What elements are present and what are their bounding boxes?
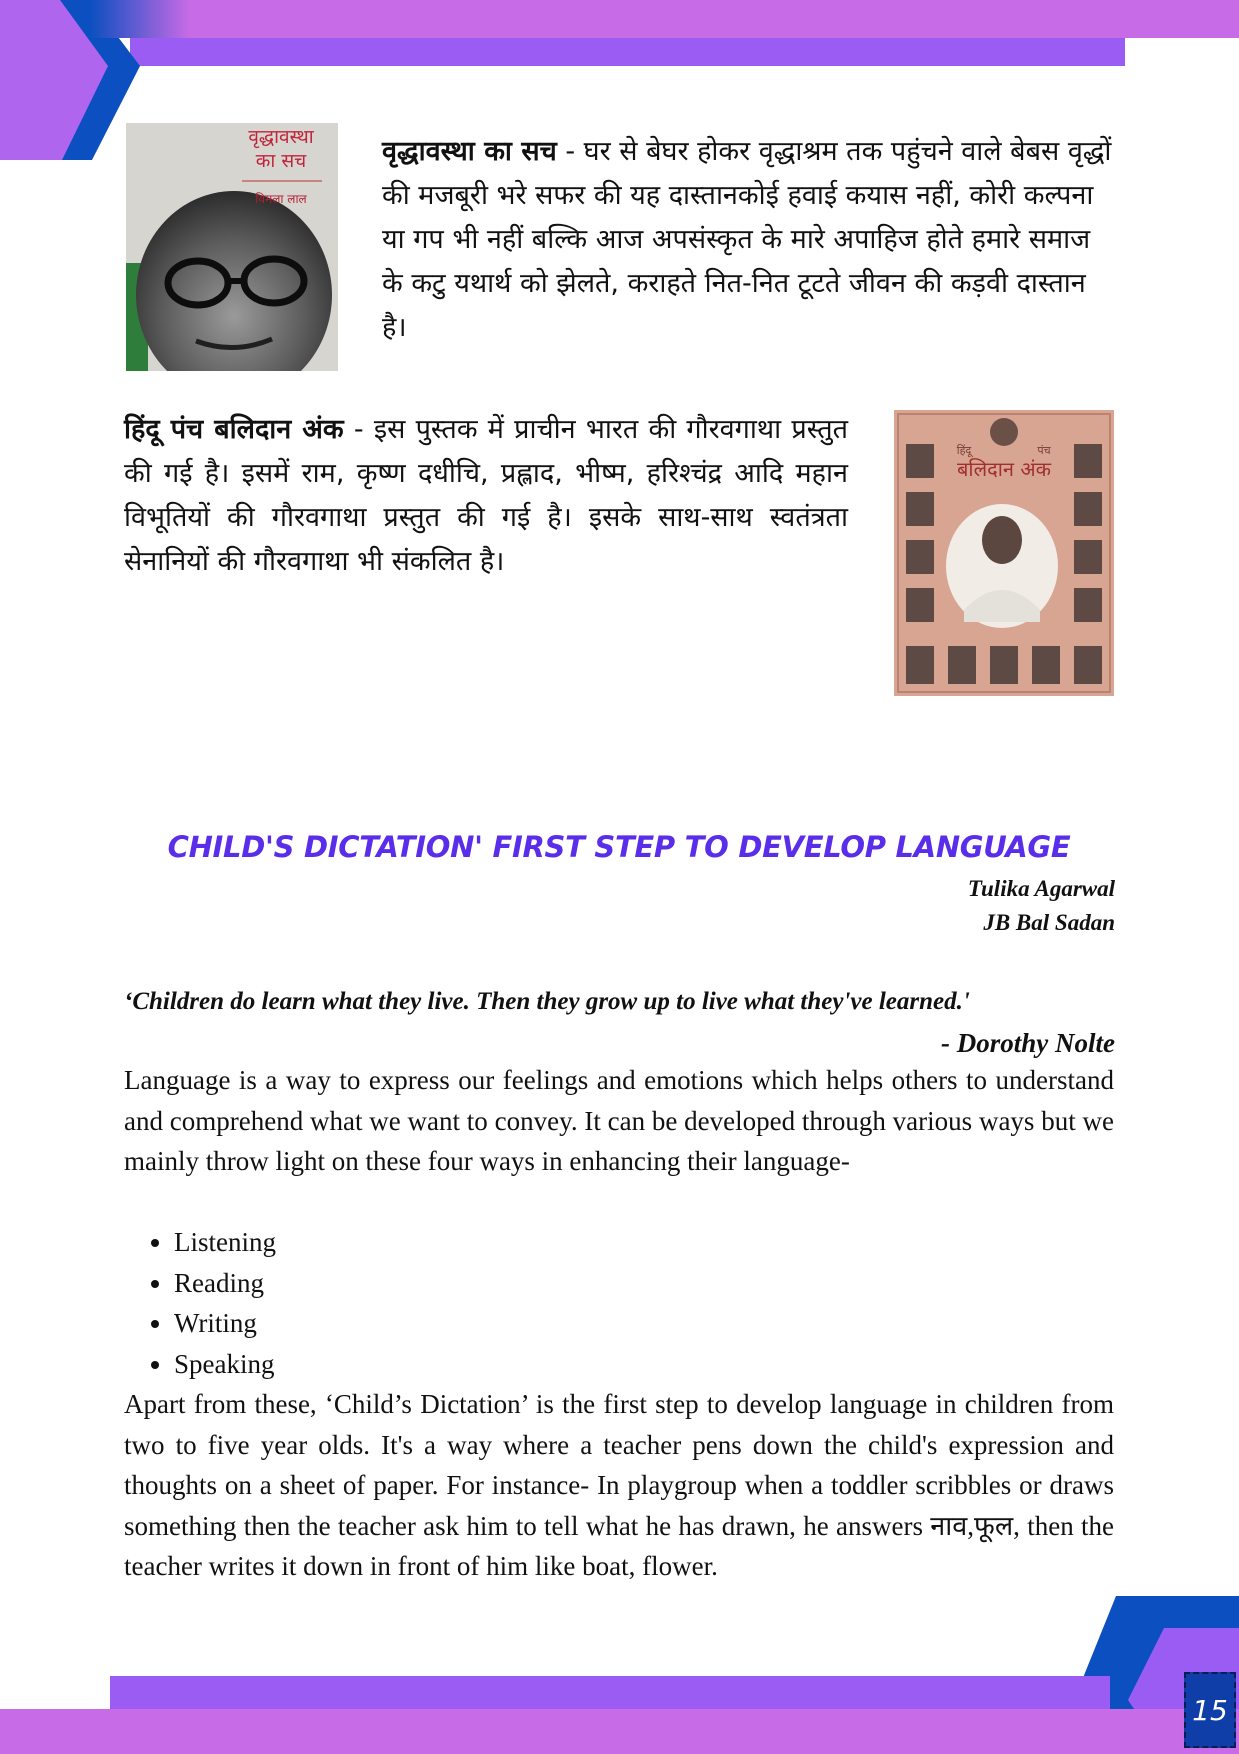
book2-description — [124, 408, 848, 584]
book1-text: घर से बेघर होकर वृद्धाश्रम तक पहुंचने वाले बेबस वृद्धों की मजबूरी भरे सफर की यह दास्तानकोई हवाई कयास नहीं, कोरी कल्पना या गप भी नहीं बल्कि आज अपसंस्कृत के मारे अपाहिज होते हमारे समाज के कटु यथार्थ को झेलते, कराहते नित-नित टूटते जीवन की कड़वी दास्तान है। — [382, 136, 1112, 343]
book2-text: इस पुस्तक में प्राचीन भारत की गौरवगाथा प्रस्तुत की गई है। इसमें राम, कृष्ण दधीचि, प्रह्लाद, भीष्म, हरिश्चंद्र आदि महान विभूतियों की गौरवगाथा प्रस्तुत की गई है। इसके साथ-साथ स्वतंत्रता सेनानियों की गौरवगाथा भी संकलित है। — [124, 414, 848, 577]
list-item: • Listening — [174, 1222, 276, 1263]
cover2-top-left: हिंदू — [956, 444, 972, 457]
list-item: • Writing — [174, 1303, 276, 1344]
book-cover-image-vriddhavastha — [126, 123, 338, 371]
list-item: • Speaking — [174, 1344, 276, 1385]
cover1-author: विमला लाल — [255, 192, 307, 206]
bottom-decor-stripe — [110, 1676, 1110, 1709]
book-cover-image-balidan-ank — [894, 410, 1114, 696]
opening-quote: ‘Children do learn what they live. Then they grow up to live what they've learned.' — [124, 988, 970, 1015]
quote-author: - Dorothy Nolte — [941, 1028, 1115, 1058]
bottom-decor-bar — [0, 1709, 1239, 1754]
language-skills-list — [124, 1222, 276, 1384]
book2-separator: - — [343, 414, 374, 445]
cover1-title-line1: वृद्धावस्था — [248, 126, 314, 148]
book1-description — [382, 130, 1114, 350]
article-title: CHILD'S DICTATION' FIRST STEP TO DEVELOP LANGUAGE — [167, 830, 1071, 864]
book2-title: हिंदू पंच बलिदान अंक — [124, 414, 344, 445]
page-number: 15 — [1184, 1672, 1236, 1748]
book1-separator: - — [556, 136, 584, 167]
cover1-title-line2: का सच — [255, 150, 307, 172]
book1-title: वृद्धावस्था का सच — [382, 136, 557, 167]
article-school: JB Bal Sadan — [983, 910, 1115, 935]
cover2-title: बलिदान अंक — [956, 457, 1052, 481]
cover2-top-right: पंच — [1037, 444, 1051, 457]
list-item: • Reading — [174, 1263, 276, 1304]
article-author: Tulika Agarwal — [967, 876, 1115, 901]
article-paragraph-2: Apart from these, ‘Child’s Dictation’ is the first step to develop language in children from two to five year olds. It's a way where a teacher pens down the child's expression and thoughts on a sheet of paper. For instance- In playgroup when a toddler scribbles or draws something then the teacher ask him to tell what he has drawn, he answers नाव,फूल, then the teacher writes it down in front of him like boat, flower. — [124, 1389, 1114, 1581]
article-paragraph-1: Language is a way to express our feelings and emotions which helps others to understand and comprehend what we want to convey. It can be developed through various ways but we mainly throw light on these four ways in enhancing their language- — [124, 1065, 1114, 1176]
